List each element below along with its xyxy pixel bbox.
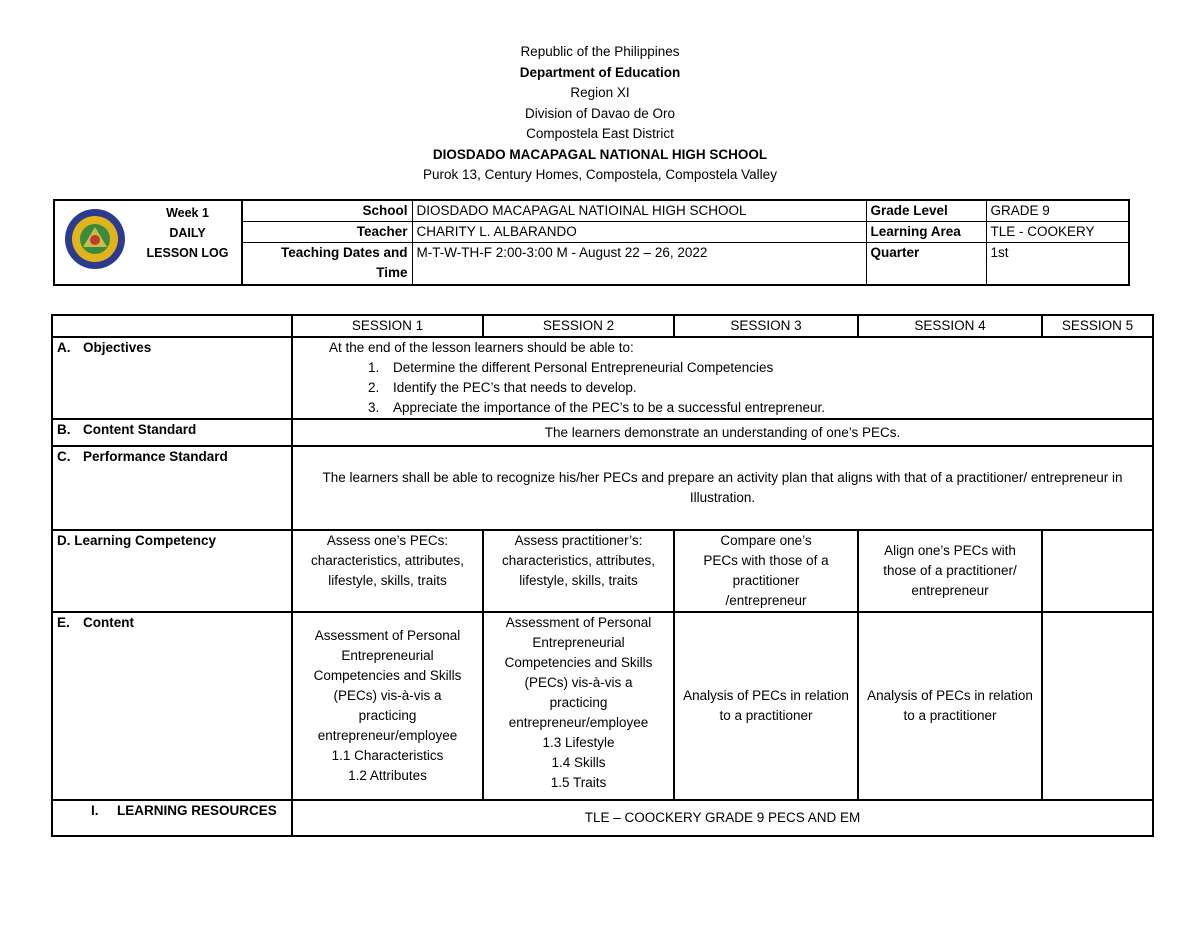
grade-level-label: Grade Level [866,200,986,222]
performance-standard-text: The learners shall be able to recognize his/her PECs and prepare an activity plan that aligns with that of a practitioner/ entrepreneur in Illustration. [292,446,1153,530]
school-seal-icon [63,207,127,271]
learning-competency-s1: Assess one’s PECs: characteristics, attributes, lifestyle, skills, traits [292,530,483,612]
content-s1-title: Assessment of Personal Entrepreneurial Competencies and Skills (PECs) vis-à-vis a practicing entrepreneur/employee [313,628,462,743]
learning-competency-label: D. Learning Competency [52,530,292,612]
teacher-value: CHARITY L. ALBARANDO [412,222,866,243]
learning-competency-s3: Compare one’s PECs with those of a practitioner /entrepreneur [674,530,858,612]
deped-seal-icon [54,200,134,285]
objectives-intro: At the end of the lesson learners should be able to: [329,340,634,355]
teaching-dates-label-line1: Teaching Dates and [280,245,408,260]
objectives-content [292,337,1153,419]
content-s2-item: 1.4 Skills [551,755,606,770]
performance-standard-label-text: Performance Standard [83,449,228,464]
header-address: Purok 13, Century Homes, Compostela, Compostela Valley [423,167,777,182]
content-label [52,612,292,800]
session-4-header: SESSION 4 [858,315,1042,337]
content-s3: Analysis of PECs in relation to a practitioner [674,612,858,800]
content-s2-item: 1.3 Lifestyle [542,735,615,750]
objectives-label-text: Objectives [83,340,152,355]
quarter-label: Quarter [866,243,986,285]
header-school-name: DIOSDADO MACAPAGAL NATIONAL HIGH SCHOOL [432,146,768,162]
learning-area-value: TLE - COOKERY [986,222,1129,243]
learning-resources-label-text: LEARNING RESOURCES [117,803,277,818]
info-table [53,199,1130,286]
session-1-header: SESSION 1 [292,315,483,337]
learning-competency-s2: Assess practitioner’s: characteristics, attributes, lifestyle, skills, traits [483,530,674,612]
teaching-dates-label-line2: Time [376,265,408,280]
teacher-label: Teacher [242,222,412,243]
session-5-header: SESSION 5 [1042,315,1153,337]
header-division: Division of Davao de Oro [524,105,676,121]
header-department: Department of Education [519,64,681,80]
quarter-value: 1st [986,243,1129,285]
content-s4: Analysis of PECs in relation to a practitioner [858,612,1042,800]
content-s1-item: 1.1 Characteristics [331,748,444,763]
session-3-header: SESSION 3 [674,315,858,337]
learning-competency-s4: Align one’s PECs with those of a practitioner/ entrepreneur [858,530,1042,612]
teaching-dates-value: M-T-W-TH-F 2:00-3:00 M - August 22 – 26, 2022 [412,243,866,285]
objectives-letter: A. [57,340,71,355]
header-region: Region XI [570,85,630,100]
objective-item: 1. Determine the different Personal Entrepreneurial Competencies [383,358,1148,378]
lesson-table [51,314,1154,837]
content-label-text: Content [83,615,134,630]
school-value: DIOSDADO MACAPAGAL NATIOINAL HIGH SCHOOL [412,200,866,222]
teaching-dates-label [242,243,412,285]
week-label: Week 1 [166,206,209,220]
performance-standard-label [52,446,292,530]
content-standard-text: The learners demonstrate an understanding of one’s PECs. [292,419,1153,446]
lesson-log-label: LESSON LOG [146,246,229,260]
content-standard-label [52,419,292,446]
header-district: Compostela East District [526,126,674,141]
content-standard-label-text: Content Standard [83,422,197,437]
objectives-label [52,337,292,419]
content-s5 [1042,612,1153,800]
content-letter: E. [57,615,70,630]
week-label-cell [134,200,242,285]
learning-competency-s5 [1042,530,1153,612]
performance-standard-letter: C. [57,449,71,464]
content-standard-letter: B. [57,422,71,437]
session-2-header: SESSION 2 [483,315,674,337]
learning-resources-label [52,800,292,836]
content-s2 [483,612,674,800]
objective-item: 3. Appreciate the importance of the PEC’s to be a successful entrepreneur. [383,398,1148,418]
content-s1 [292,612,483,800]
objectives-list [329,358,1148,418]
content-s2-title: Assessment of Personal Entrepreneurial Competencies and Skills (PECs) vis-à-vis a practicing entrepreneur/employee [504,615,653,730]
header-republic: Republic of the Philippines [520,44,680,59]
objective-item: 2. Identify the PEC’s that needs to develop. [383,378,1148,398]
grade-level-value: GRADE 9 [986,200,1129,222]
learning-resources-text: TLE – COOCKERY GRADE 9 PECS AND EM [292,800,1153,836]
learning-resources-letter: I. [91,803,99,818]
school-label: School [242,200,412,222]
learning-area-label: Learning Area [866,222,986,243]
content-s2-item: 1.5 Traits [550,775,607,790]
document-header [0,42,1200,186]
corner-cell [52,315,292,337]
daily-label: DAILY [169,226,206,240]
content-s1-item: 1.2 Attributes [348,768,427,783]
